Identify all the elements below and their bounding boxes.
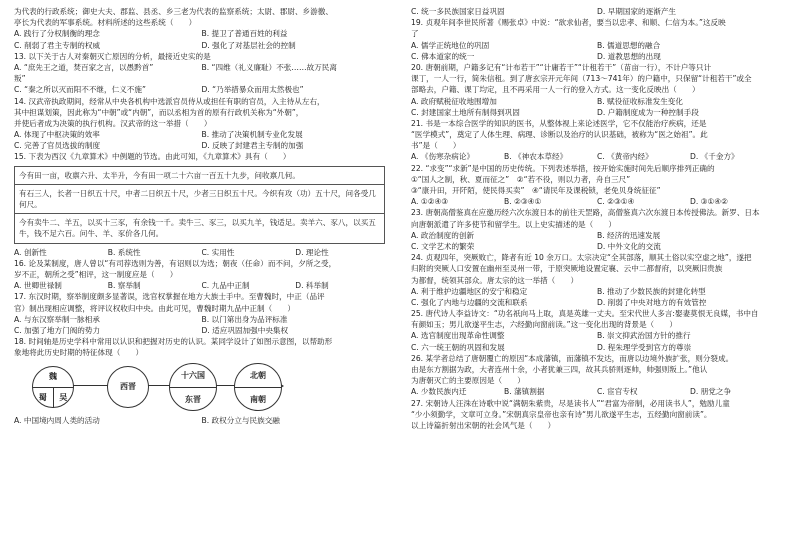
option[interactable]: A. 政治制度的创新 [411, 230, 475, 240]
option[interactable]: A. 《伤寒杂病论》 [411, 152, 475, 162]
q18-options-cont [411, 6, 783, 17]
option[interactable]: A. 利于维护边疆地区的安宁和稳定 [411, 286, 528, 296]
q12-options [14, 28, 389, 39]
node-label: 吴 [59, 392, 68, 402]
option[interactable]: D. 早期国家的逐渐产生 [597, 7, 677, 16]
option[interactable]: A. 儒学正统地位的巩固 [411, 40, 490, 50]
q22-stem: ①“国人之制，秋、夏而征之” ②“若不役，则以力者，舟自三尺” [411, 174, 631, 184]
option[interactable]: A. 选官制度出现革命性调整 [411, 331, 505, 341]
q15-table [14, 166, 385, 244]
q26-stem: 为唐朝灭亡的主要原因是（ ） [411, 376, 525, 386]
q13-option-cont: 叛” [14, 74, 26, 84]
option[interactable]: D. 适应巩固加强中央集权 [201, 325, 289, 335]
q13-options [14, 84, 389, 95]
option[interactable]: D. 道教思想的出现 [597, 51, 661, 61]
q23-options [411, 241, 783, 252]
option[interactable]: C. 完善了官员选拔的制度 [14, 141, 101, 151]
option[interactable]: B. “四维（礼义廉耻）不张……故万民离 [201, 62, 337, 72]
option[interactable]: D. 朋党之争 [690, 387, 732, 397]
q20-options [411, 107, 783, 118]
q17-stem: 官）制出现相应调整，将评议权收归中央。由此可见，曹魏时期九品中正制（ ） [14, 303, 295, 313]
q14-stem: 并使后者成为决策的执行机构。汉武帝的这一举措（ ） [14, 118, 212, 128]
q23-options [411, 230, 783, 241]
option[interactable]: A. 与东汉察举制一脉相承 [14, 314, 100, 324]
option[interactable]: D. 《千金方》 [690, 152, 739, 162]
q18-stem: 18. 时间轴是历史学科中常用以认识和把握对历史的认识。某同学设计了如图示意图，以帮助形 [14, 337, 333, 347]
q27-stem: 27. 宋朝诗人汪洙在诗歌中说“满朝朱紫贵，尽是读书人”“君富为帝制，必用读书人”，勉励儿童 [411, 398, 730, 408]
q25-options [411, 330, 783, 341]
option[interactable]: C. 统一多民族国家日益巩固 [411, 7, 505, 16]
q26-stem: 由是东方割据为政，大者连州十余，小者犹兼三四，故其兵骄则逐帅，帅强则叛上。”他认 [411, 365, 708, 374]
q16-options [14, 280, 389, 291]
q14-options [14, 129, 389, 140]
option[interactable]: B. 推动了少数民族的封建化转型 [597, 286, 706, 296]
option[interactable]: A. 中国境内周人类的活动 [14, 415, 100, 425]
option[interactable]: A. 政府赋税征收地围增加 [411, 96, 497, 106]
q26-options [411, 386, 783, 397]
option[interactable]: D. 反映了封建君主专制的加强 [201, 141, 304, 151]
q22-options [411, 196, 783, 207]
option[interactable]: A. 世卿世禄制 [14, 281, 62, 291]
option[interactable]: C. 六一统王朝的巩固和发展 [411, 342, 505, 352]
q22-stem: 22. “求变”“求新”是中国的历史传统。下列表述举措，按开始实施时间先后顺序排列正确的 [411, 163, 715, 173]
table-row: 有石三人，长者一日织五十尺，中者二日织五十尺，少者三日织五十尺。今织有攻（功）五十尺，问各受几何尺。 [15, 185, 384, 214]
right-column [411, 6, 783, 431]
q21-options [411, 151, 783, 162]
q23-stem: 23. 唐朝高僧鉴真在应邀历经六次东渡日本的前往天罡路，高僧鉴真六次东渡日本传授佛法。新罗、日本 [411, 208, 760, 218]
option[interactable]: D. 程朱理学受到官方的尊崇 [597, 342, 692, 352]
q24-stem: 归附的突厥人口安置在幽州至灵州一带，于原突厥地设置定襄、云中二都督府，以突厥旧贵族 [411, 264, 723, 274]
q17-options [14, 325, 389, 336]
q12-options [14, 40, 389, 51]
table-row: 今有田一亩，收禀六升、太半升，今有田一项二十六亩一百五十九步，问收禀几何。 [15, 167, 384, 185]
option[interactable]: A. “庶先王之道，焚百家之言，以愚黔首” [14, 62, 154, 72]
option[interactable]: B. 以门第出身为品评标准 [201, 314, 288, 324]
option[interactable]: D. 理论性 [295, 247, 329, 257]
option[interactable]: C. ②③①④ [597, 197, 635, 207]
option[interactable]: C. 加强了地方门阀的势力 [14, 325, 101, 335]
q25-options [411, 342, 783, 353]
q25-stem: 有颜如玉；男儿欲遂平生志，六经勤向窗前读。”这一变化出现的背景是（ ） [411, 320, 677, 330]
option[interactable]: D. 强化了对基层社会的控制 [201, 40, 296, 50]
q20-options [411, 96, 783, 107]
option[interactable]: D. 中外文化的交流 [597, 241, 661, 251]
q14-stem: 其中担谋划策，因此称为“中朝”或“内朝”，而以丞相为首的原有行政机关称为“外朝”， [14, 107, 304, 117]
node-label: 蜀 [33, 388, 54, 408]
option[interactable]: B. 推动了决策机制专业化发展 [201, 130, 303, 140]
option[interactable]: D. ③①④② [690, 197, 728, 207]
q16-stem: 岁不正，朝所之受”相评，这一制度应是（ ） [14, 270, 178, 280]
option[interactable]: B. 儒道思想的融合 [597, 40, 661, 50]
option[interactable]: B. 赋役征收标准发生变化 [597, 96, 683, 106]
option[interactable]: C. 文学艺术的繁荣 [411, 241, 475, 251]
option[interactable]: C. “秦之所以灭而阳不不继，仁义不施” [14, 85, 146, 95]
node-label: 魏 [33, 367, 73, 388]
q15-options [14, 247, 389, 258]
left-column [14, 6, 389, 426]
timeline-node-sixteen-kingdoms [169, 363, 217, 411]
option[interactable]: C. 宦官专权 [597, 387, 638, 397]
option[interactable]: C. 佛本道家的统一 [411, 51, 475, 61]
option[interactable]: A. 少数民族内迁 [411, 387, 467, 397]
option[interactable]: D. 科举制 [295, 281, 329, 291]
q22-stem: ③“康升田，开阡陌，使民得买卖” ④“请民年及课税锁，老免贝身统征征” [411, 186, 661, 195]
q21-stem: 书”是（ ） [411, 141, 461, 151]
option[interactable]: B. 藩镇割据 [504, 387, 545, 397]
option[interactable]: C. 削弱了君主专制的权威 [14, 40, 101, 50]
q18-options [14, 415, 389, 426]
option[interactable]: B. 崇文抑武治国方针的推行 [597, 331, 691, 341]
node-label: 十六国 [170, 364, 216, 388]
q17-stem: 17. 东汉时期，察举制度颇多显著误，选官权掌握在地方大族士手中。至曹魏时，中正（品评 [14, 292, 325, 302]
q13-stem: 13. 以下关于古人对秦朝灭亡原因的分析，最接近史实的是 [14, 51, 211, 61]
option[interactable]: B. 提卫了普通百姓的利益 [201, 29, 288, 39]
intro-line: 亭长为代表的军事系统。材料所述的这些系统（ ） [14, 18, 197, 28]
option[interactable]: A. 践行了分权制衡的理念 [14, 29, 100, 39]
q19-options [411, 40, 783, 51]
dynasty-timeline [14, 361, 389, 411]
option[interactable]: B. 系统性 [107, 247, 141, 257]
option[interactable]: A. ①②④③ [411, 197, 449, 207]
node-label: 北朝 [235, 364, 281, 388]
q21-stem: 21. 书是一本综合医学的知识的医书，从整体视上来论述医学，它不仅能治疗疾病，还是 [411, 118, 707, 128]
q17-options [14, 314, 389, 325]
q20-stem: 部略去，户籍、课丁均定，且不再采用一人一行的登入方式。这一变化反映出（ ） [411, 85, 700, 95]
q24-stem: 24. 贞观四年，突厥败亡，降者有近 10 余万口。太宗决定“全其部落，顺其土俗以实空虚之地”，遂把 [411, 253, 752, 263]
q14-stem: 14. 汉武帝执政期间，经常从中央各机构中选派官员侍从或担任有职的官员，入主待从左右， [14, 96, 325, 106]
q19-options [411, 51, 783, 62]
option[interactable]: B. 经济的迅速发展 [597, 230, 661, 240]
q16-stem: 16. 论及某制度，唐人曾以“有司荐选则为善，有诏则以为选；朝夜（任命）而不问，夕所之受， [14, 258, 337, 268]
q23-stem: 向唐朝派遣了许多使节和留学生。以上史实描述的是（ ） [411, 219, 617, 229]
q15-stem: 15. 下表为西汉《九章算术》中例题的节选。由此可知，《九章算术》具有（ ） [14, 152, 291, 162]
q27-stem: “少小须勤学，文章可立身。”宋朝真宗皇帝也亲有诗“男儿欲遂平生志，五经勤向窗前读”。 [411, 409, 712, 419]
option[interactable]: D. 削弱了中央对地方的有效管控 [597, 297, 707, 307]
option[interactable]: C. 封建国家土地所有制得到巩固 [411, 107, 520, 117]
option[interactable]: D. “乃举措暴众而用太然极也” [201, 85, 304, 95]
timeline-node-three-kingdoms [32, 366, 74, 408]
q24-stem: 为都督，统领其部众。唐太宗的这一举措（ ） [411, 275, 579, 285]
option[interactable]: C. 实用性 [201, 247, 235, 257]
option[interactable]: D. 户籍制度成为一种控制手段 [597, 107, 699, 117]
q19-stem: 19. 贞观年间李世民所著《赐张卓》中说：“欲求仙者，要当以忠孝、和顺、仁信为本。”这反映 [411, 18, 726, 28]
q24-options [411, 297, 783, 308]
q13-options [14, 62, 389, 73]
q14-options [14, 140, 389, 151]
option[interactable]: A. 创新性 [14, 247, 47, 257]
q27-stem: 以上诗篇折射出宋朝的社会风气是（ ） [411, 420, 556, 430]
option[interactable]: C. 《黄帝内经》 [597, 152, 653, 162]
timeline-node-northern-southern [234, 363, 282, 411]
option[interactable]: B. ②③④① [504, 197, 542, 207]
option[interactable]: A. 体现了中枢决策的效率 [14, 130, 100, 140]
table-row: 今有卖牛二、羊五，以买十三豕，有余钱一千。卖牛三、豕三，以买九羊，钱适足。卖羊六、豕八，以买五牛，钱不足六百。问牛、羊、豕价各几何。 [19, 218, 376, 239]
node-label: 南朝 [250, 394, 266, 404]
q26-stem: 26. 某学者总结了唐朝覆亡的原因“本成藩镇，而藩镇不发达，而唐以边境外族扩张，则分裂成。 [411, 353, 734, 363]
option[interactable]: B. 《神农本草经》 [504, 152, 568, 162]
option[interactable]: C. 九品中正制 [201, 281, 250, 291]
option[interactable]: C. 强化了内地与边疆的交流和联系 [411, 297, 528, 307]
q21-stem: “医学模式”，奠定了人体生理、病理、诊断以及治疗的认识基础，被称为“医之始祖”。此 [411, 130, 708, 140]
q19-stem: 了 [411, 29, 419, 39]
timeline-node-western-jin [107, 366, 149, 408]
node-label: 西晋 [120, 381, 136, 391]
option[interactable]: B. 政权分立与民族交融 [201, 415, 280, 425]
option[interactable]: B. 察举制 [107, 281, 141, 291]
q20-stem: 20. 唐朝前期，户籍多记有“计布若干”“计庸若干”“计租若干”（苗亩一行），不计户等只计 [411, 62, 712, 72]
node-label: 东晋 [185, 394, 201, 404]
intro-line: 为代表的行政系统；御史大夫、郡监、县丞、乡三老为代表的监察系统；太尉、郡尉、乡游徼、 [14, 7, 333, 16]
q25-stem: 25. 唐代诗人李益诗文：“功名祇向马上取，真是英雄一丈夫。至宋代世人多言:娶妻莫恨无良媒，书中自 [411, 309, 759, 319]
q24-options [411, 286, 783, 297]
q18-stem: 象地将此历史时期的特征体现（ ） [14, 348, 144, 358]
q20-stem: 课丁，一人一行，简朱信租。到了唐玄宗开元年间（713～741年）的户籍中，只保留“计租若干”或全 [411, 74, 752, 84]
